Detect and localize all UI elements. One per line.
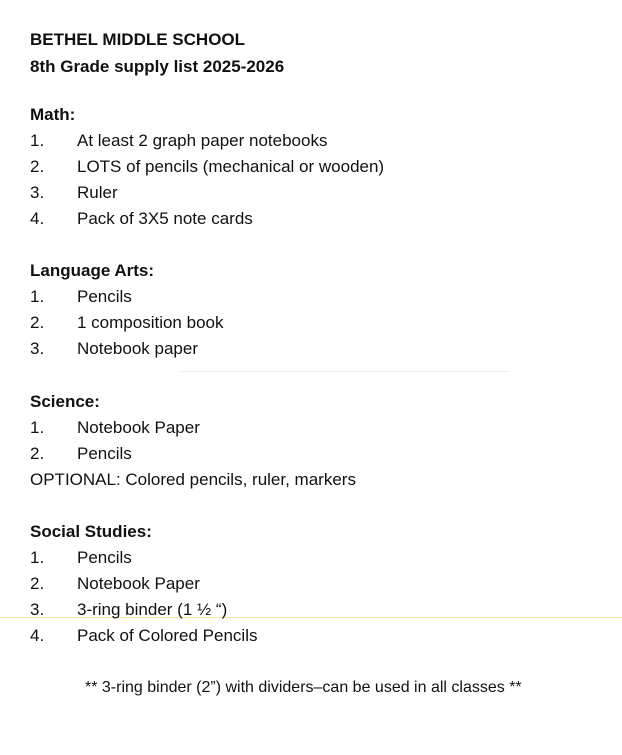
- science-optional-note: OPTIONAL: Colored pencils, ruler, markers: [30, 470, 356, 489]
- section-social-studies: [30, 518, 257, 649]
- item-text: Pack of 3X5 note cards: [77, 209, 253, 228]
- section-heading-math: Math:: [30, 105, 76, 124]
- item-text: LOTS of pencils (mechanical or wooden): [77, 157, 385, 176]
- list-item: [30, 597, 257, 623]
- scan-artifact: [180, 371, 510, 372]
- item-text: Pack of Colored Pencils: [77, 626, 258, 645]
- item-text: 3-ring binder (1 ½ “): [77, 600, 228, 619]
- section-heading-science: Science:: [30, 392, 100, 411]
- list-item: [30, 128, 384, 154]
- item-number: 2.: [30, 444, 45, 463]
- item-number: 1.: [30, 287, 45, 306]
- list-item: [30, 154, 384, 180]
- item-number: 3.: [30, 183, 45, 202]
- item-text: Pencils: [77, 444, 132, 463]
- footer-note: ** 3-ring binder (2”) with dividers–can be used in all classes **: [85, 679, 522, 696]
- list-item: [30, 284, 223, 310]
- section-heading-social-studies: Social Studies:: [30, 522, 152, 541]
- item-number: 4.: [30, 209, 45, 228]
- item-number: 2.: [30, 574, 45, 593]
- item-text: Ruler: [77, 183, 118, 202]
- item-number: 2.: [30, 313, 45, 332]
- item-number: 4.: [30, 626, 45, 645]
- list-item: [30, 180, 384, 206]
- item-number: 3.: [30, 600, 45, 619]
- item-number: 3.: [30, 339, 45, 358]
- item-text: At least 2 graph paper notebooks: [77, 131, 328, 150]
- item-text: 1 composition book: [77, 313, 224, 332]
- section-math: [30, 101, 384, 232]
- item-text: Notebook Paper: [77, 418, 200, 437]
- list-item: [30, 441, 356, 467]
- list-item: [30, 415, 356, 441]
- item-number: 1.: [30, 131, 45, 150]
- list-item: [30, 571, 257, 597]
- list-item: [30, 206, 384, 232]
- list-item: [30, 336, 223, 362]
- item-number: 1.: [30, 548, 45, 567]
- section-language-arts: [30, 257, 223, 362]
- list-item: [30, 310, 223, 336]
- list-title: 8th Grade supply list 2025-2026: [30, 57, 285, 76]
- document-header: [30, 26, 284, 80]
- school-name: BETHEL MIDDLE SCHOOL: [30, 30, 246, 49]
- item-text: Notebook paper: [77, 339, 198, 358]
- item-text: Pencils: [77, 287, 132, 306]
- section-science: [30, 388, 356, 493]
- item-text: Notebook Paper: [77, 574, 200, 593]
- item-text: Pencils: [77, 548, 132, 567]
- item-number: 1.: [30, 418, 45, 437]
- list-item: [30, 545, 257, 571]
- section-heading-language-arts: Language Arts:: [30, 261, 155, 280]
- list-item: [30, 623, 257, 649]
- item-number: 2.: [30, 157, 45, 176]
